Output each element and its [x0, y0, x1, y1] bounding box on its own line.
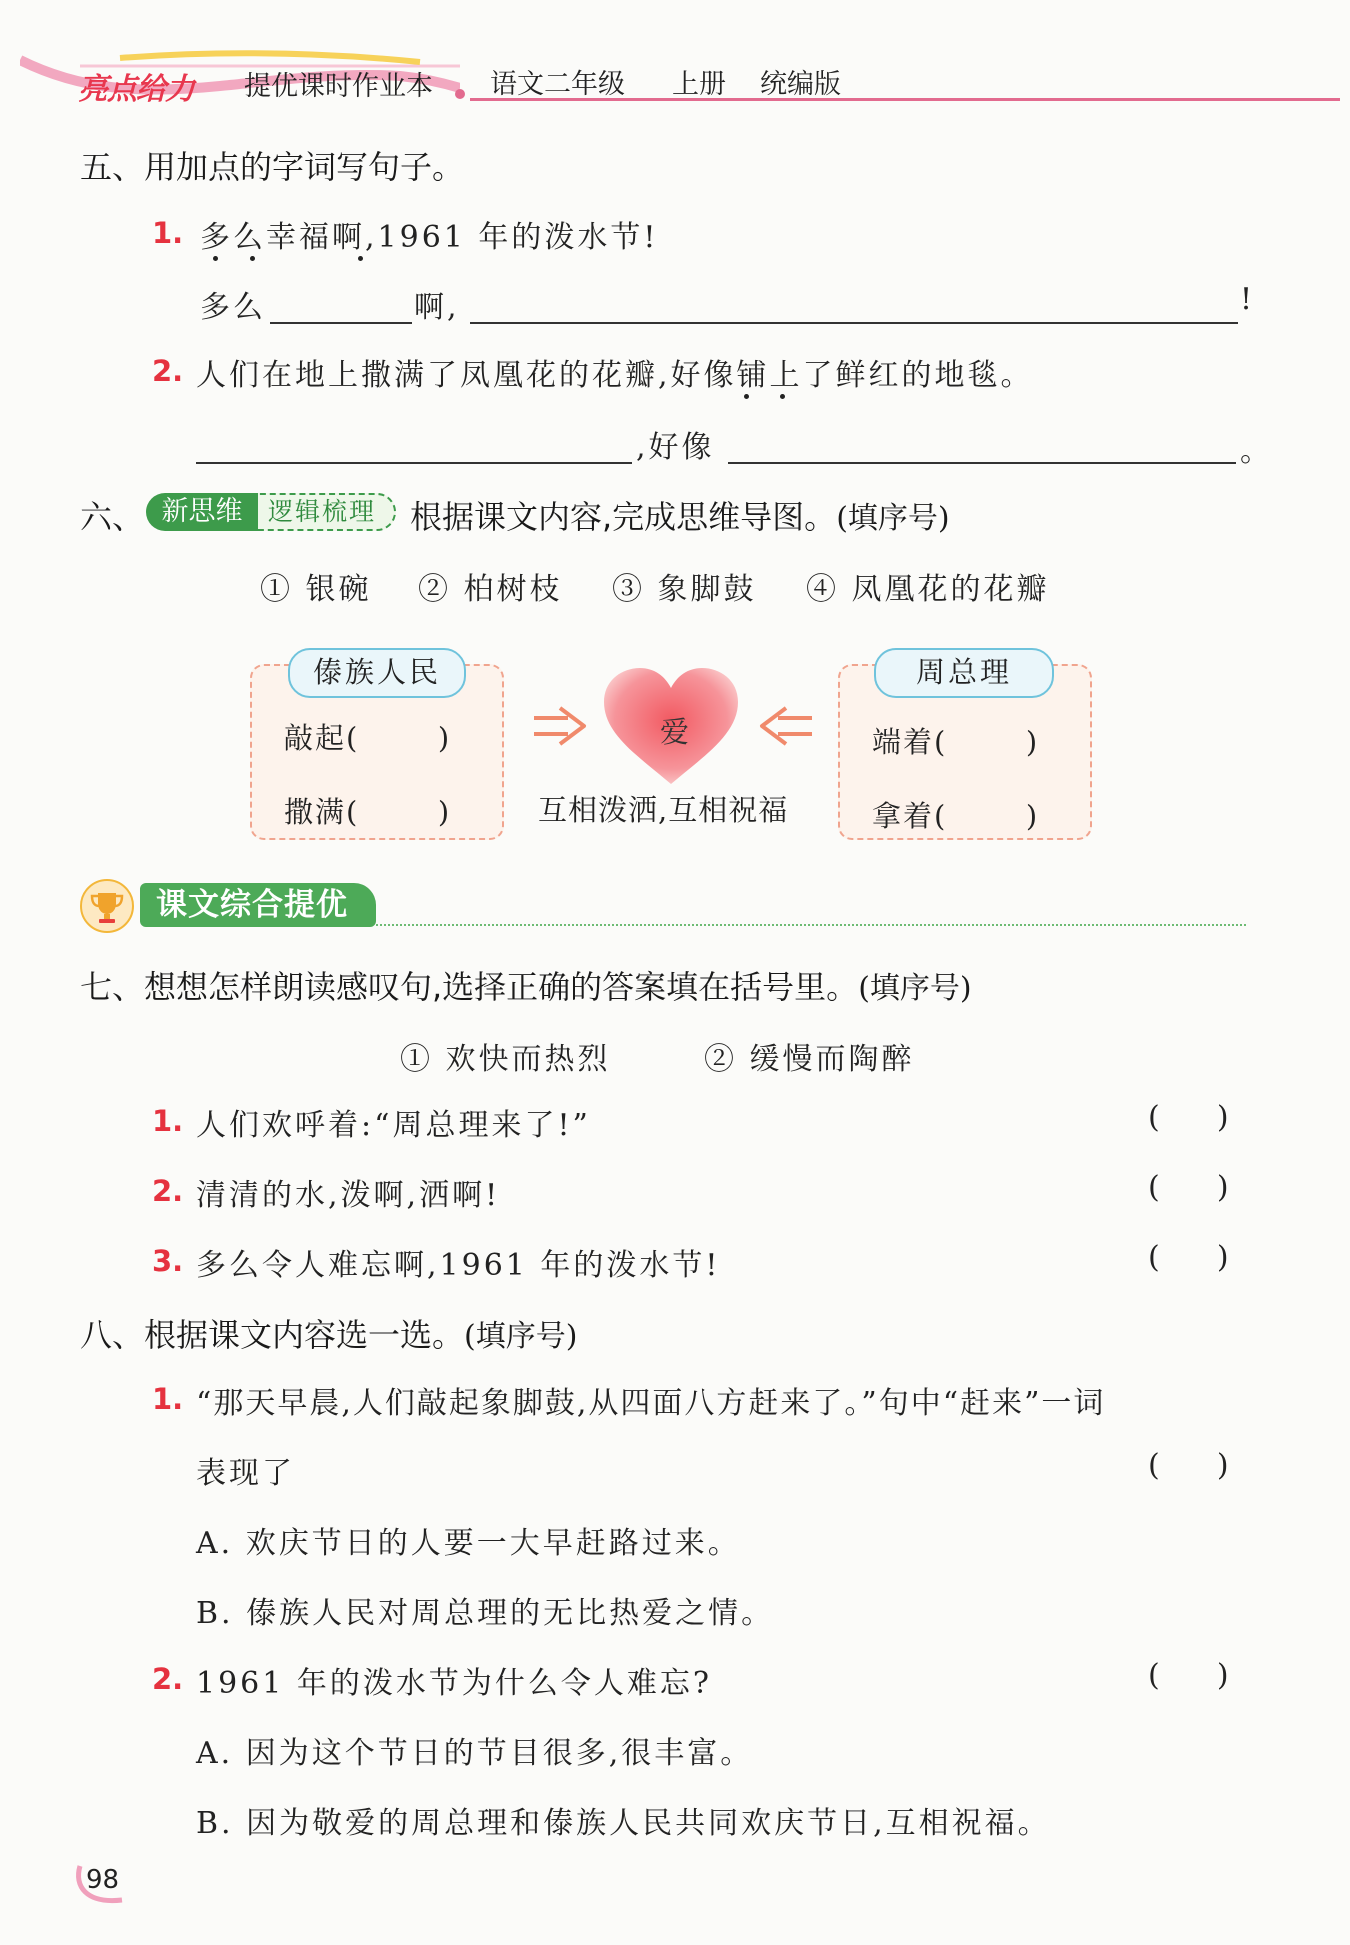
s7-q3-text: 多么令人难忘啊,1961 年的泼水节! [196, 1248, 721, 1283]
s8-q1-option-b: B. 傣族人民对周总理的无比热爱之情。 [196, 1596, 775, 1631]
section-7-note: (填序号) [858, 971, 972, 1006]
header-volume: 上册 [672, 69, 726, 100]
section-8-note: (填序号) [464, 1319, 578, 1354]
section-7-title [80, 962, 972, 1008]
s5-q2-end: 。 [1240, 434, 1273, 469]
s8-q1-option-a: A. 欢庆节日的人要一大早赶路过来。 [196, 1526, 741, 1561]
s5-q2-sentence: 人们在地上撒满了凤凰花的花瓣,好像铺上了鲜红的地毯。 [196, 358, 1034, 393]
mindmap-center: 爱 [660, 715, 692, 749]
brand-logo-text: 亮点给力 [78, 72, 194, 107]
arrow-right-icon [530, 704, 590, 748]
section-7-title-text: 七、想想怎样朗读感叹句,选择正确的答案填在括号里。 [80, 968, 859, 1006]
header-edition: 统编版 [760, 69, 841, 100]
new-thinking-badge [146, 493, 396, 531]
s5-q1-sentence: 多么幸福啊,1961 年的泼水节! [200, 220, 659, 255]
s8-q2-number: 2. [152, 1662, 184, 1696]
s5-q1-prompt-a: 多么 [200, 290, 266, 325]
badge-new-thinking-label: 新思维 [146, 493, 258, 531]
s7-q3-number: 3. [152, 1244, 184, 1278]
s8-q1-text: “那天早晨,人们敲起象脚鼓,从四面八方赶来了。”句中“赶来”一词 [196, 1386, 1106, 1421]
s6-option-4: ④ 凤凰花的花瓣 [806, 572, 1050, 607]
badge-logic-label: 逻辑梳理 [250, 493, 396, 531]
s7-q2-number: 2. [152, 1174, 184, 1208]
section-8-title-text: 八、根据课文内容选一选。 [80, 1316, 465, 1354]
answer-blank[interactable] [270, 322, 412, 324]
section-6-title-text: 根据课文内容,完成思维导图。 [410, 498, 837, 536]
section-6-note: (填序号) [836, 501, 950, 536]
mindmap-left-item-1[interactable]: 敲起( ) [284, 721, 452, 755]
answer-paren[interactable]: ( ) [1148, 1240, 1229, 1275]
s5-q1-number: 1. [152, 216, 184, 250]
answer-blank[interactable] [470, 322, 1238, 324]
answer-paren[interactable]: ( ) [1148, 1448, 1229, 1483]
header-grade: 语文二年级 [490, 69, 625, 100]
mindmap-right-item-1[interactable]: 端着( ) [872, 725, 1040, 759]
s8-q2-text: 1961 年的泼水节为什么令人难忘? [196, 1666, 712, 1701]
section-bar-divider [376, 924, 1246, 926]
section-6-prefix: 六、 [80, 498, 145, 536]
s6-option-2: ② 柏树枝 [418, 572, 563, 607]
arrow-left-icon [756, 704, 816, 748]
mindmap-right-item-2[interactable]: 拿着( ) [872, 799, 1040, 833]
emphasis-dot [213, 256, 218, 261]
mindmap-center-caption: 互相泼洒,互相祝福 [538, 793, 789, 827]
answer-paren[interactable]: ( ) [1148, 1658, 1229, 1693]
answer-blank[interactable] [196, 462, 632, 464]
emphasis-dot [358, 256, 363, 261]
mindmap-left-tag: 傣族人民 [288, 648, 466, 698]
answer-paren[interactable]: ( ) [1148, 1170, 1229, 1205]
section-6-title [410, 492, 950, 538]
section-bar-title: 课文综合提优 [140, 883, 376, 927]
s5-q1-prompt-b: 啊, [414, 290, 460, 325]
s8-q1-number: 1. [152, 1382, 184, 1416]
page-number: 98 [86, 1865, 120, 1895]
s8-q2-option-b: B. 因为敬爱的周总理和傣族人民共同欢庆节日,互相祝福。 [196, 1806, 1051, 1841]
mindmap-left-item-2[interactable]: 撒满( ) [284, 795, 452, 829]
answer-blank[interactable] [728, 462, 1236, 464]
s5-q2-prompt: ,好像 [636, 430, 715, 465]
s7-option-1: ① 欢快而热烈 [400, 1042, 611, 1077]
s7-q1-text: 人们欢呼着:“周总理来了!” [196, 1108, 591, 1143]
s6-option-1: ① 银碗 [260, 572, 372, 607]
s8-q2-option-a: A. 因为这个节日的节目很多,很丰富。 [196, 1736, 754, 1771]
trophy-icon [80, 879, 134, 933]
header-dot [455, 89, 465, 99]
section-8-title [80, 1310, 577, 1356]
section-5-title: 五、用加点的字词写句子。 [80, 148, 465, 186]
book-title: 提优课时作业本 [244, 71, 433, 102]
s5-q2-number: 2. [152, 354, 184, 388]
emphasis-dot [250, 256, 255, 261]
s7-q2-text: 清清的水,泼啊,洒啊! [196, 1178, 501, 1213]
s6-option-3: ③ 象脚鼓 [612, 572, 757, 607]
answer-paren[interactable]: ( ) [1148, 1100, 1229, 1135]
s7-q1-number: 1. [152, 1104, 184, 1138]
mindmap-right-tag: 周总理 [874, 648, 1054, 698]
emphasis-dot [744, 394, 749, 399]
s5-q1-end: ! [1240, 282, 1256, 317]
s7-option-2: ② 缓慢而陶醉 [704, 1042, 915, 1077]
emphasis-dot [780, 394, 785, 399]
s8-q1-text-cont: 表现了 [196, 1456, 295, 1491]
